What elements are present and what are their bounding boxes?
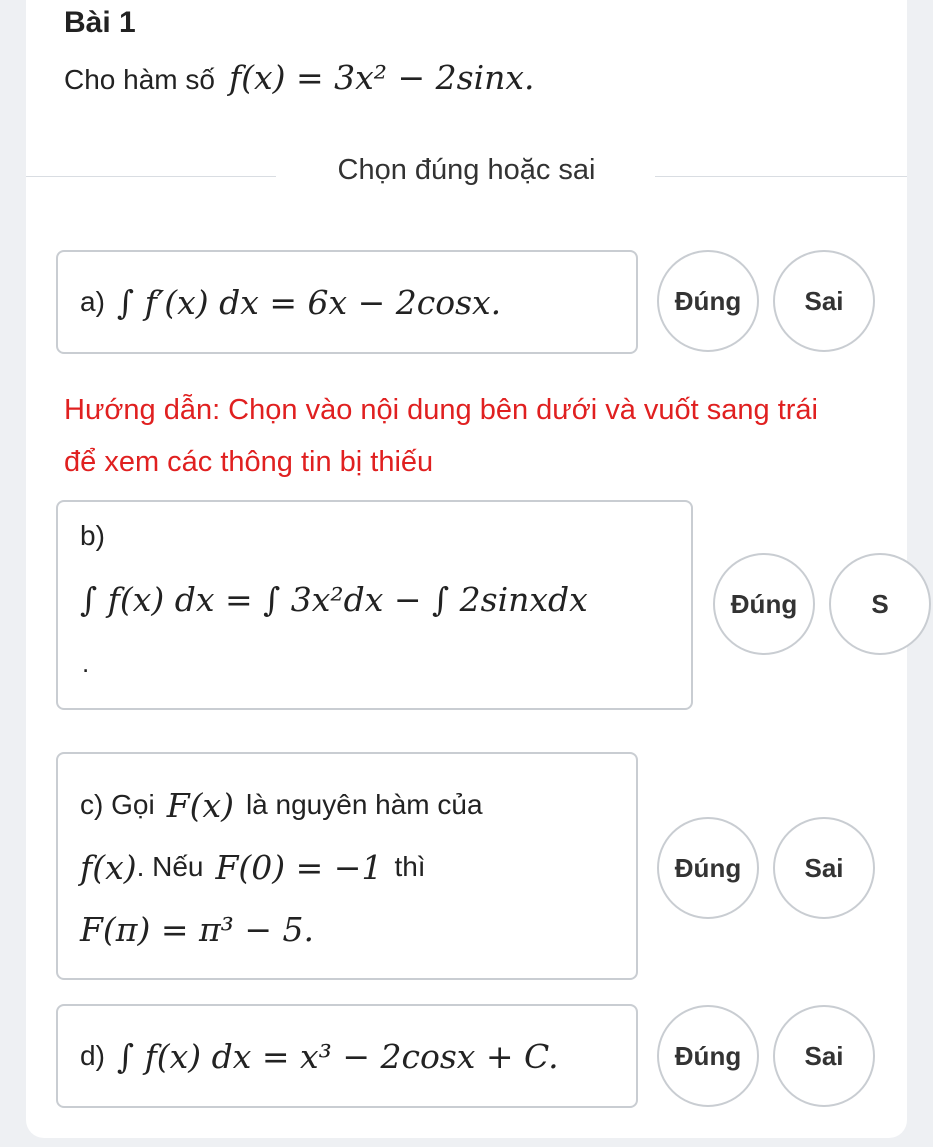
statement-d-content [80, 1030, 559, 1082]
statement-a-formula: ∫ f′(x) dx = 6x − 2cosx. [116, 282, 502, 322]
true-button-c[interactable]: Đúng [657, 817, 759, 919]
instruction-hint: Hướng dẫn: Chọn vào nội dung bên dưới và vuốt sang trái để xem các thông tin bị thiếu [64, 394, 818, 478]
statement-c-line2 [80, 842, 426, 892]
statement-c-line1 [80, 780, 483, 830]
true-button-b[interactable]: Đúng [713, 553, 815, 655]
statement-c-f4: F(π) = π³ − 5. [80, 909, 314, 949]
statement-c-f2: f(x) [80, 847, 137, 887]
intro-formula: f(x) = 3x² − 2sinx. [228, 58, 535, 97]
statement-b-formula: ∫ f(x) dx = ∫ 3x²dx − ∫ 2sinxdx [80, 580, 588, 619]
statement-d-label: d) [80, 1040, 105, 1071]
statement-c-f3: F(0) = −1 [215, 847, 383, 887]
intro-text: Cho hàm số [64, 64, 215, 95]
statement-b-period: . [82, 648, 90, 678]
false-button-a[interactable]: Sai [773, 250, 875, 352]
statement-c-f1: F(x) [166, 785, 234, 825]
false-button-b[interactable]: S [829, 553, 931, 655]
statement-c-text2: . Nếu [136, 851, 204, 882]
question-title: Bài 1 [64, 6, 136, 39]
section-title: Chọn đúng hoặc sai [0, 154, 933, 187]
statement-c-text3: thì [394, 851, 426, 882]
statement-c-text1: là nguyên hàm của [245, 789, 483, 820]
question-intro [64, 58, 534, 97]
statement-c-label: c) Gọi [80, 789, 155, 820]
statement-b-label: b) [80, 520, 105, 551]
true-button-a[interactable]: Đúng [657, 250, 759, 352]
statement-d-formula: ∫ f(x) dx = x³ − 2cosx + C. [116, 1036, 559, 1076]
statement-a-content [80, 276, 501, 328]
statement-c-line3 [80, 904, 314, 954]
true-button-d[interactable]: Đúng [657, 1005, 759, 1107]
false-button-c[interactable]: Sai [773, 817, 875, 919]
false-button-d[interactable]: Sai [773, 1005, 875, 1107]
statement-a-label: a) [80, 286, 105, 317]
false-button-b-clip [829, 553, 933, 657]
